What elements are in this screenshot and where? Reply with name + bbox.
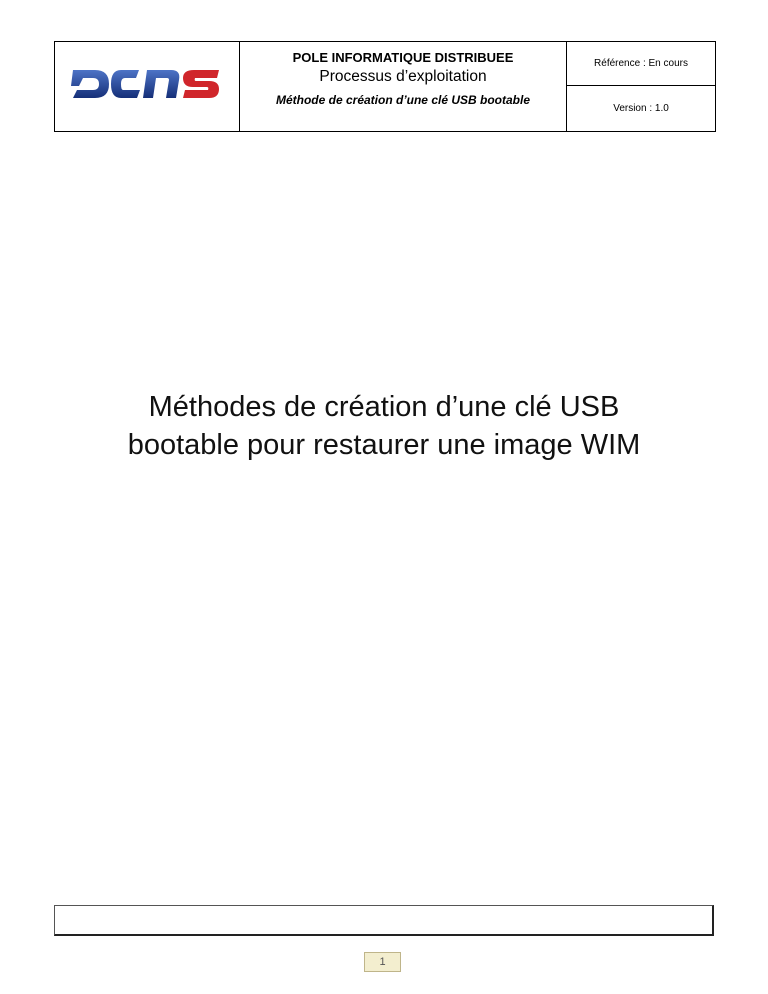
header-middle-cell bbox=[240, 42, 567, 132]
title-line-2: bootable pour restaurer une image WIM bbox=[127, 429, 641, 461]
document-header bbox=[54, 41, 716, 132]
title-line-1: Méthodes de création d’une clé USB bbox=[148, 391, 620, 423]
logo-cell bbox=[55, 42, 240, 132]
process-name: Processus d’exploitation bbox=[319, 68, 487, 85]
page-number: 1 bbox=[364, 952, 401, 972]
version-box bbox=[567, 86, 715, 131]
document-subject: Méthode de création d’une clé USB bootable bbox=[275, 93, 531, 107]
reference-box bbox=[567, 42, 715, 86]
footer-box bbox=[54, 905, 714, 936]
dcns-logo-image bbox=[69, 64, 225, 104]
header-right-cell bbox=[567, 42, 716, 132]
version-text: Version : 1.0 bbox=[613, 103, 669, 114]
document-title bbox=[0, 388, 768, 464]
organization-name: POLE INFORMATIQUE DISTRIBUEE bbox=[292, 50, 514, 65]
dcns-logo bbox=[69, 64, 225, 104]
reference-text: Référence : En cours bbox=[594, 58, 688, 69]
